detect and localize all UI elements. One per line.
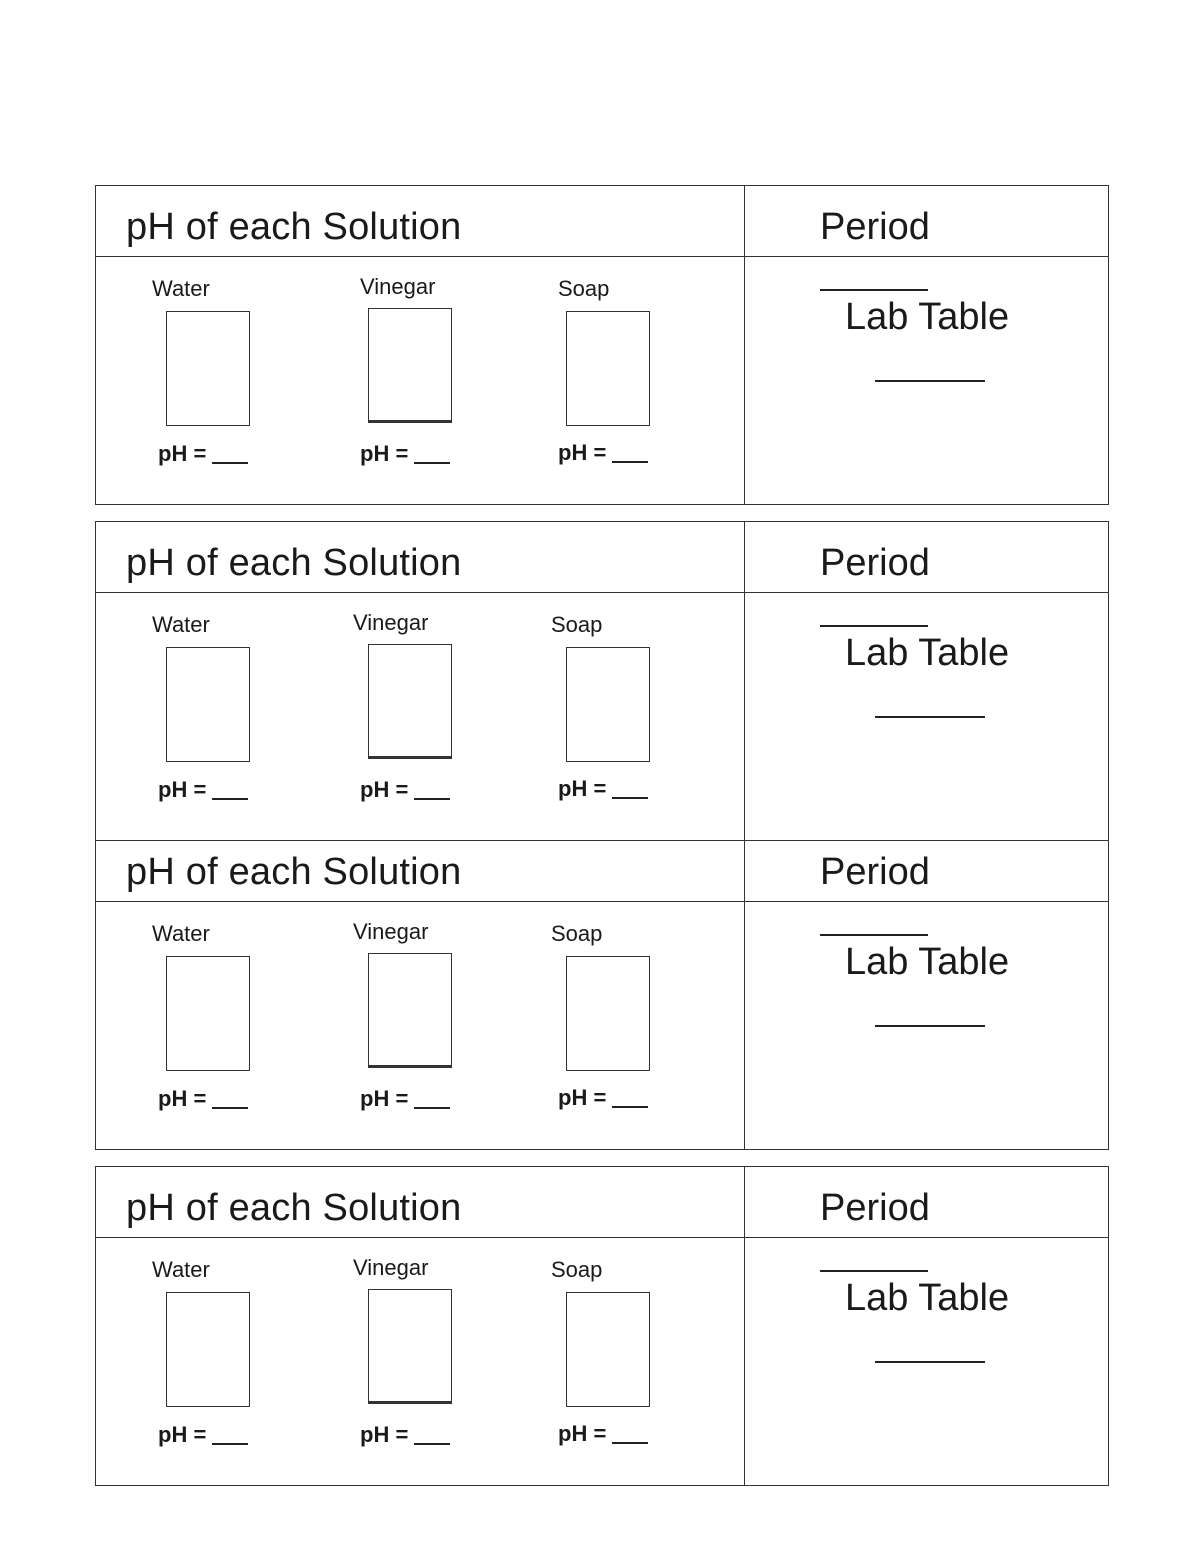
lab-table-blank[interactable] xyxy=(875,380,985,382)
solution-label-water: Water xyxy=(152,612,210,637)
lab-table-blank[interactable] xyxy=(875,1025,985,1027)
ph-field-water[interactable]: pH = xyxy=(158,1424,248,1446)
period-label: Period xyxy=(820,851,930,893)
ph-field-soap[interactable]: pH = xyxy=(558,1423,648,1445)
header-divider xyxy=(96,256,1108,257)
ph-card-1 xyxy=(95,185,1109,505)
ph-field-water[interactable]: pH = xyxy=(158,779,248,801)
period-blank[interactable] xyxy=(820,934,928,936)
header-divider xyxy=(96,592,1108,593)
period-blank[interactable] xyxy=(820,625,928,627)
color-box-water[interactable] xyxy=(166,311,250,426)
color-box-soap[interactable] xyxy=(566,1292,650,1407)
solution-label-water: Water xyxy=(152,276,210,301)
column-divider xyxy=(744,186,745,504)
solution-label-vinegar: Vinegar xyxy=(353,610,429,635)
solution-label-water: Water xyxy=(152,921,210,946)
lab-table-label: Lab Table xyxy=(845,632,1010,674)
lab-table-label: Lab Table xyxy=(845,941,1010,983)
color-box-vinegar[interactable] xyxy=(368,644,452,759)
color-box-water[interactable] xyxy=(166,1292,250,1407)
ph-field-vinegar[interactable]: pH = xyxy=(360,1088,450,1110)
ph-card-3 xyxy=(95,840,1109,1150)
ph-card-4 xyxy=(95,1166,1109,1486)
lab-table-label: Lab Table xyxy=(845,1277,1010,1319)
period-label: Period xyxy=(820,1187,930,1229)
column-divider xyxy=(744,841,745,1149)
color-box-vinegar[interactable] xyxy=(368,1289,452,1404)
ph-field-water[interactable]: pH = xyxy=(158,1088,248,1110)
period-label: Period xyxy=(820,542,930,584)
color-box-vinegar[interactable] xyxy=(368,953,452,1068)
lab-table-label: Lab Table xyxy=(845,296,1010,338)
lab-table-blank[interactable] xyxy=(875,1361,985,1363)
solution-label-water: Water xyxy=(152,1257,210,1282)
solution-label-soap: Soap xyxy=(551,921,603,946)
card-title: pH of each Solution xyxy=(126,851,462,893)
ph-card-2 xyxy=(95,521,1109,841)
ph-field-vinegar[interactable]: pH = xyxy=(360,1424,450,1446)
header-divider xyxy=(96,1237,1108,1238)
period-blank[interactable] xyxy=(820,289,928,291)
period-label: Period xyxy=(820,206,930,248)
lab-table-blank[interactable] xyxy=(875,716,985,718)
color-box-water[interactable] xyxy=(166,647,250,762)
card-title: pH of each Solution xyxy=(126,542,462,584)
header-divider xyxy=(96,901,1108,902)
color-box-water[interactable] xyxy=(166,956,250,1071)
ph-field-vinegar[interactable]: pH = xyxy=(360,779,450,801)
period-blank[interactable] xyxy=(820,1270,928,1272)
ph-field-vinegar[interactable]: pH = xyxy=(360,443,450,465)
ph-field-water[interactable]: pH = xyxy=(158,443,248,465)
card-title: pH of each Solution xyxy=(126,206,462,248)
color-box-soap[interactable] xyxy=(566,956,650,1071)
color-box-vinegar[interactable] xyxy=(368,308,452,423)
ph-field-soap[interactable]: pH = xyxy=(558,1087,648,1109)
column-divider xyxy=(744,522,745,840)
ph-field-soap[interactable]: pH = xyxy=(558,778,648,800)
solution-label-vinegar: Vinegar xyxy=(353,919,429,944)
solution-label-vinegar: Vinegar xyxy=(360,274,436,299)
card-title: pH of each Solution xyxy=(126,1187,462,1229)
color-box-soap[interactable] xyxy=(566,647,650,762)
solution-label-soap: Soap xyxy=(551,1257,603,1282)
solution-label-soap: Soap xyxy=(551,612,603,637)
column-divider xyxy=(744,1167,745,1485)
ph-field-soap[interactable]: pH = xyxy=(558,442,648,464)
solution-label-vinegar: Vinegar xyxy=(353,1255,429,1280)
color-box-soap[interactable] xyxy=(566,311,650,426)
solution-label-soap: Soap xyxy=(558,276,610,301)
